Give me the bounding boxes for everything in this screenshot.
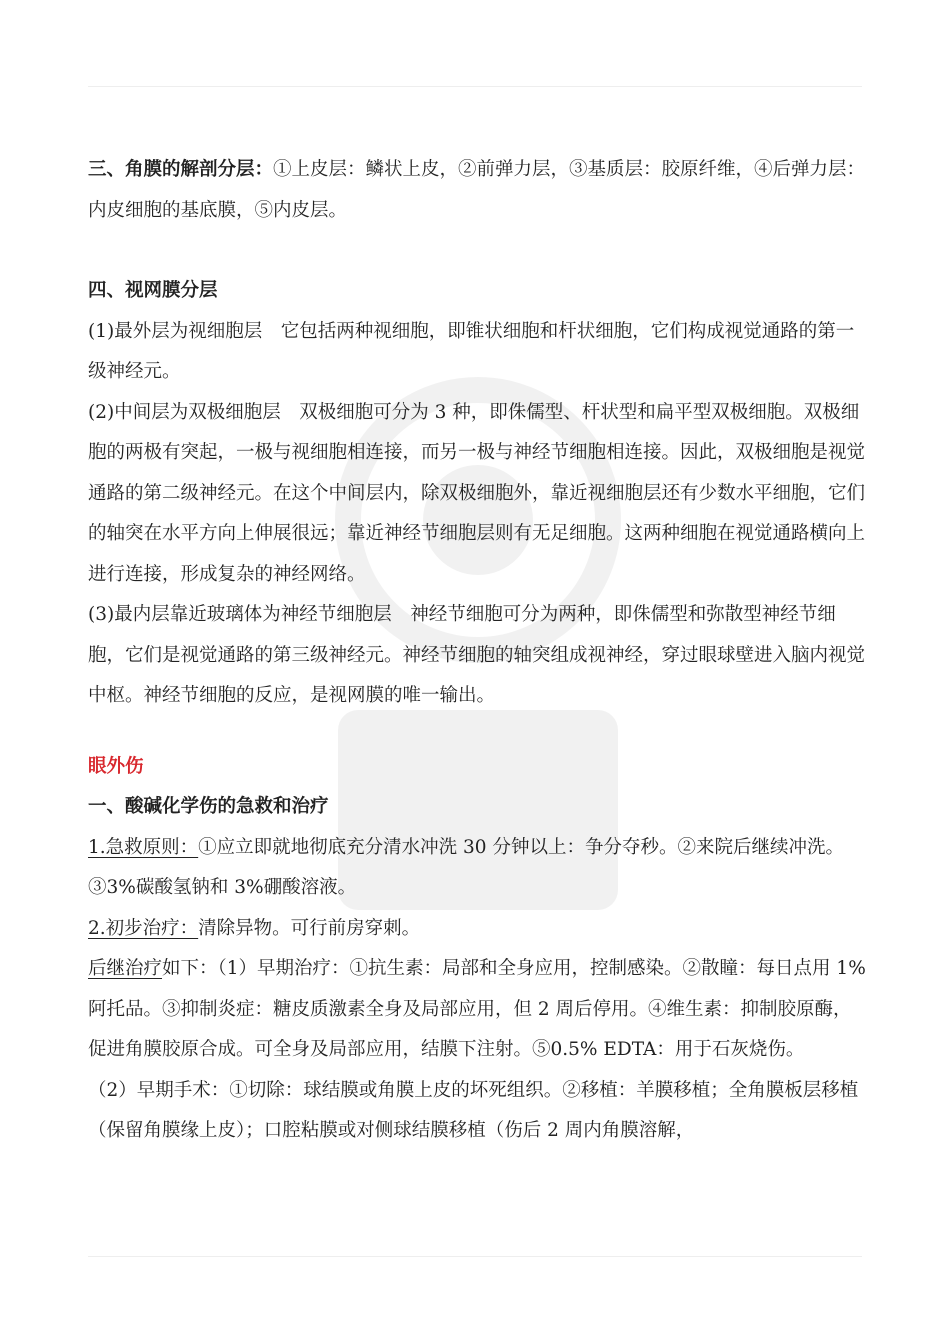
retina-layer-inner: (3)最内层靠近玻璃体为神经节细胞层 神经节细胞可分为两种，即侏儒型和弥散型神经节细胞，它们是视觉通路的第三级神经元。神经节细胞的轴突组成视神经，穿过眼球壁进入脑内视觉中枢。神经节细胞的反应，是视网膜的唯一输出。 [88,604,866,706]
initial-treatment [88,909,868,950]
section-title-eye-trauma: 眼外伤 [88,755,144,777]
first-aid-text: ①应立即就地彻底充分清水冲洗 30 分钟以上：争分夺秒。②来院后继续冲洗。③3%碳酸氢钠和 3%硼酸溶液。 [88,836,844,898]
section-cornea-layers [88,150,868,231]
section-heading: 一、酸碱化学伤的急救和治疗 [88,796,329,817]
first-aid-label: 1.急救原则： [88,836,199,858]
initial-treatment-text: 清除异物。可行前房穿刺。 [198,917,421,939]
section-text: ①上皮层：鳞状上皮，②前弹力层，③基质层：胶原纤维，④后弹力层：内皮细胞的基底膜，⑤内皮层。 [88,159,866,221]
retina-layer-outer: (1)最外层为视细胞层 它包括两种视细胞，即锥状细胞和杆状细胞，它们构成视觉通路的第一级神经元。 [88,320,855,382]
followup-treatment [88,949,868,1071]
footer-rule [88,1256,862,1257]
section-heading: 三、角膜的解剖分层： [88,159,274,180]
section-chemical-injury-heading [88,787,868,828]
header-rule [88,86,862,87]
initial-treatment-label: 2.初步治疗： [88,917,199,939]
early-surgery: （2）早期手术：①切除：球结膜或角膜上皮的坏死组织。②移植：羊膜移植；全角膜板层移植（保留角膜缘上皮）；口腔粘膜或对侧球结膜移植（伤后 2 周内角膜溶解， [88,1079,859,1141]
followup-label: 后继治疗 [88,958,163,979]
retina-layer-middle: (2)中间层为双极细胞层 双极细胞可分为 3 种，即侏儒型、杆状型和扁平型双极细胞。双极细胞的两极有突起，一极与视细胞相连接，而另一极与神经节细胞相连接。因此，双极细胞是视觉通路的第二级神经元。在这个中间层内，除双极细胞外，靠近视细胞层还有少数水平细胞，它们的轴突在水平方向上伸展很远；靠近神经节细胞层则有无足细胞。这两种细胞在视觉通路横向上进行连接，形成复杂的神经网络。 [88,401,866,585]
first-aid-principles [88,828,868,909]
section-heading: 四、视网膜分层 [88,280,218,301]
section-retina-heading [88,271,868,312]
followup-text: 如下：（1）早期治疗：①抗生素：局部和全身应用，控制感染。②散瞳：每日点用 1%阿托品。③抑制炎症：糖皮质激素全身及局部应用，但 2 周后停用。④维生素：抑制胶原酶，促进角膜胶原合成。可全身及局部应用，结膜下注射。⑤0.5% EDTA：用于石灰烧伤。 [88,958,866,1060]
document-body [88,150,868,1152]
